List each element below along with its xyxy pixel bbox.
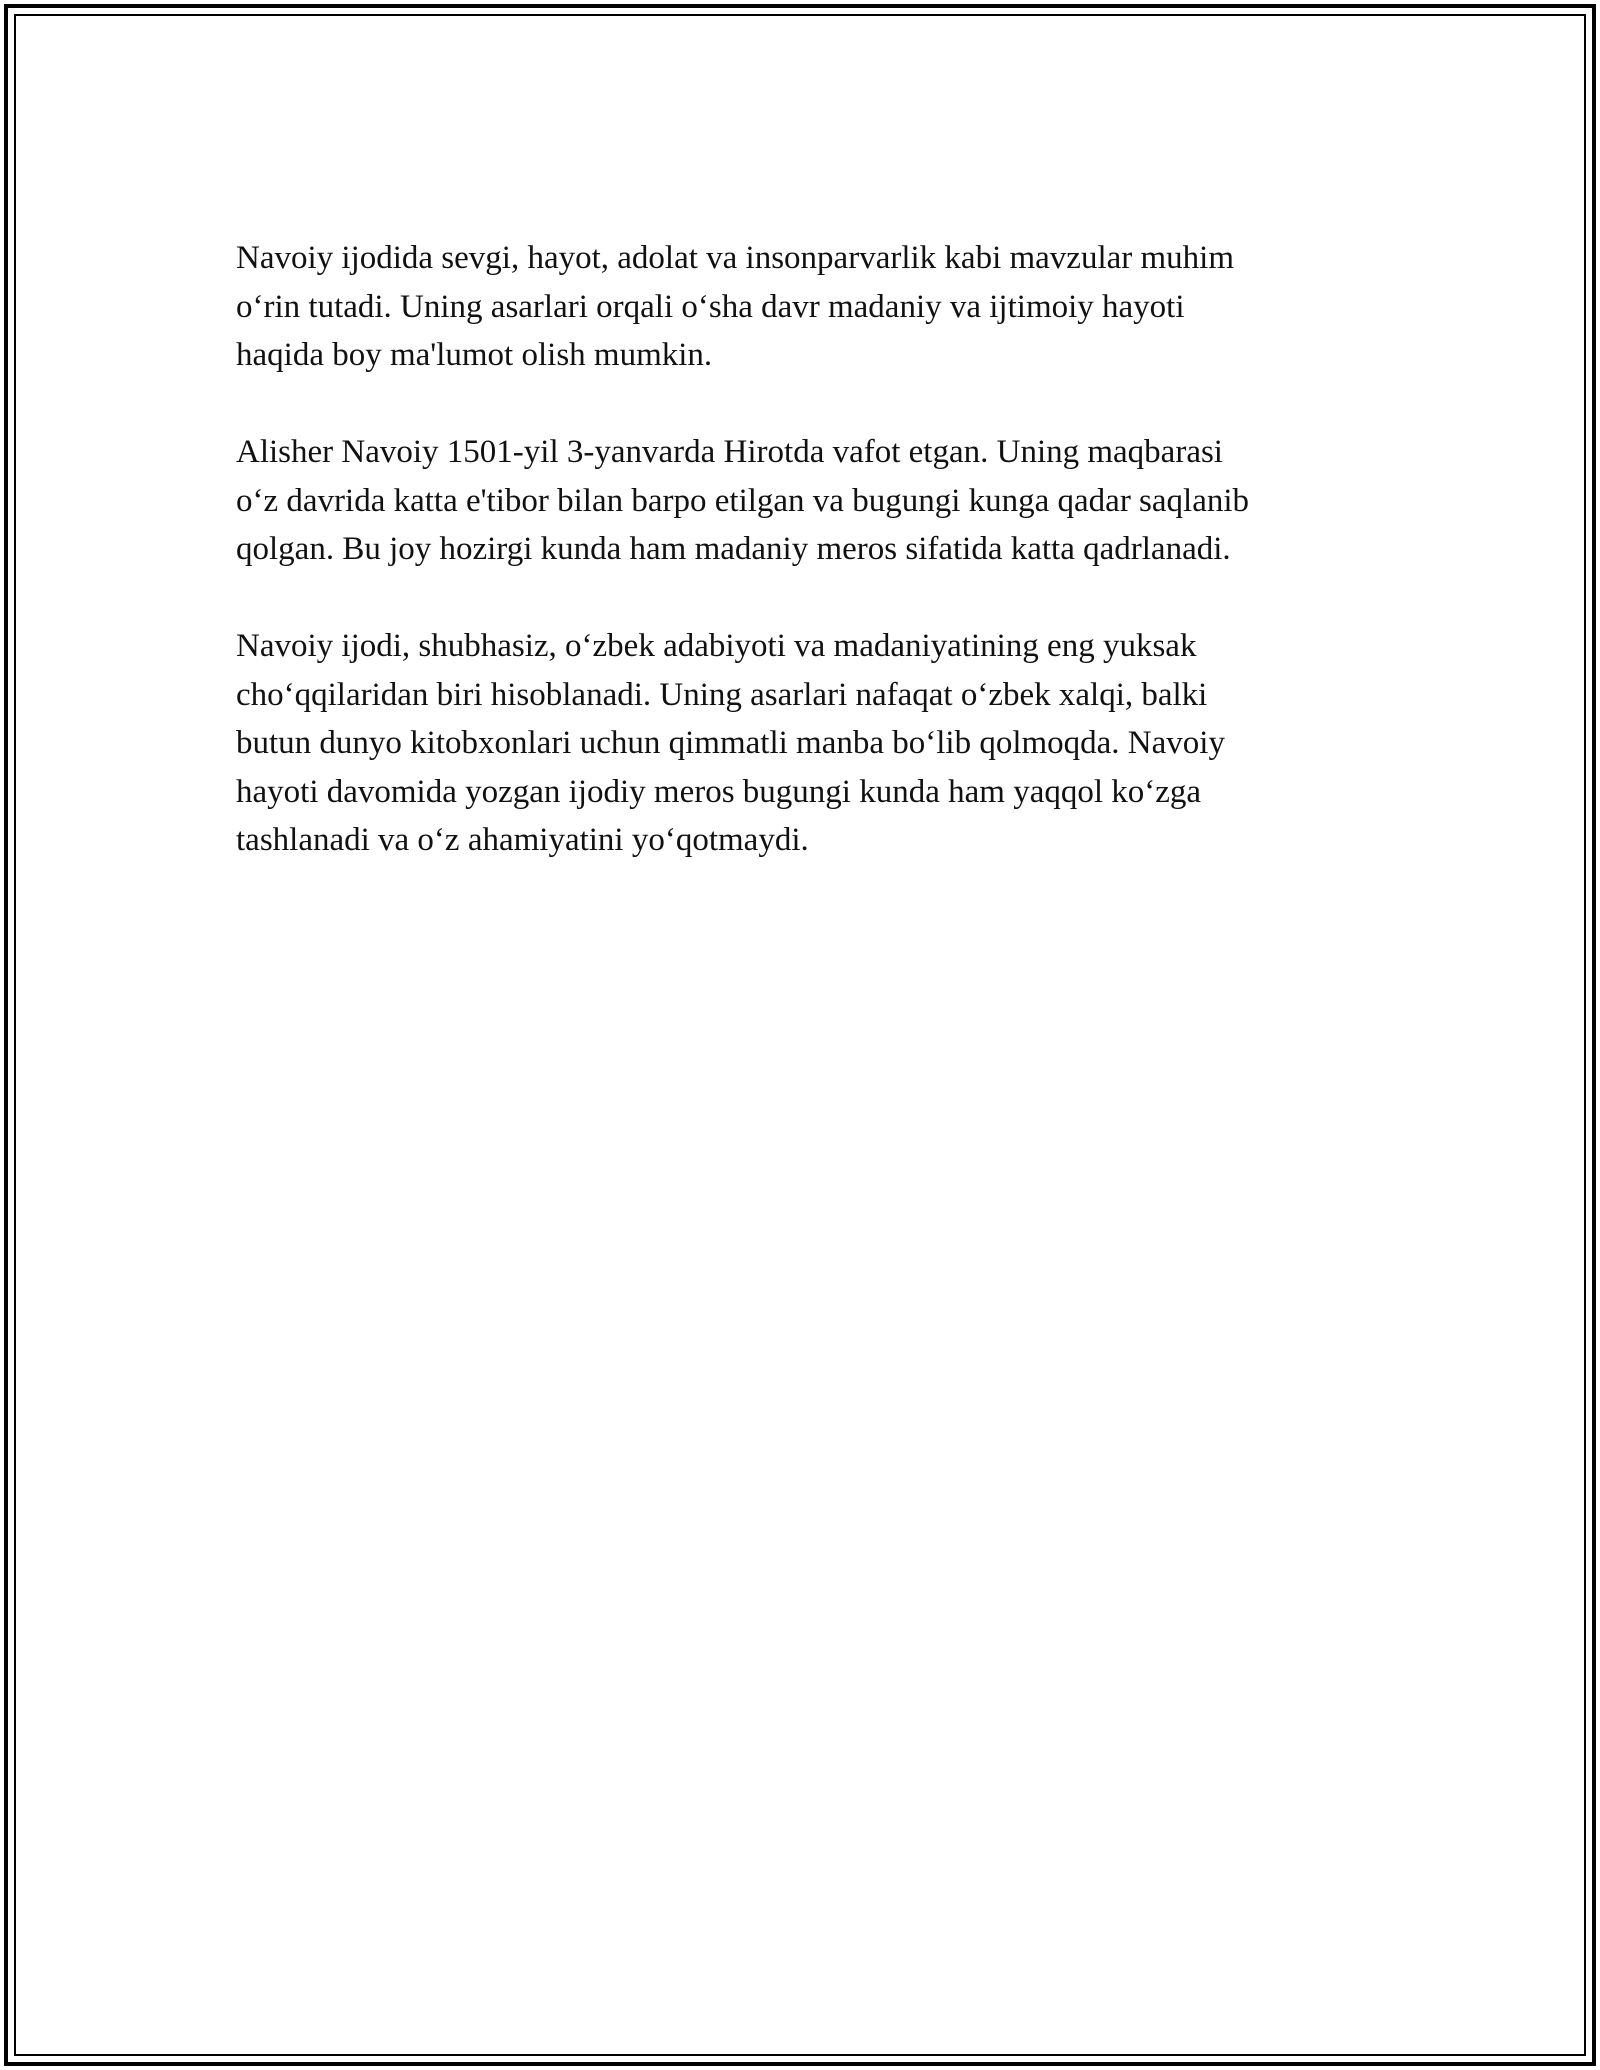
paragraph-navoiy-themes: Navoiy ijodida sevgi, hayot, adolat va insonparvarlik kabi mavzular muhim o‘rin tutadi. Uning asarlari orqali o‘sha davr madaniy va ijtimoiy hayoti haqida boy ma'lumot olish mumkin. (236, 240, 1235, 373)
document-body (236, 234, 1376, 913)
paragraph-navoiy-legacy: Navoiy ijodi, shubhasiz, o‘zbek adabiyoti va madaniyatining eng yuksak cho‘qqilaridan biri hisoblanadi. Uning asarlari nafaqat o‘zbek xalqi, balki butun dunyo kitobxonlari uchun qimmatli manba bo‘lib qolmoqda. Navoiy hayoti davomida yozgan ijodiy meros bugungi kunda ham yaqqol ko‘zga tashlanadi va o‘z ahamiyatini yo‘qotmaydi. (236, 628, 1225, 858)
paragraph-navoiy-death: Alisher Navoiy 1501-yil 3-yanvarda Hirotda vafot etgan. Uning maqbarasi o‘z davrida katta e'tibor bilan barpo etilgan va bugungi kunga qadar saqlanib qolgan. Bu joy hozirgi kunda ham madaniy meros sifatida katta qadrlanadi. (236, 434, 1250, 567)
